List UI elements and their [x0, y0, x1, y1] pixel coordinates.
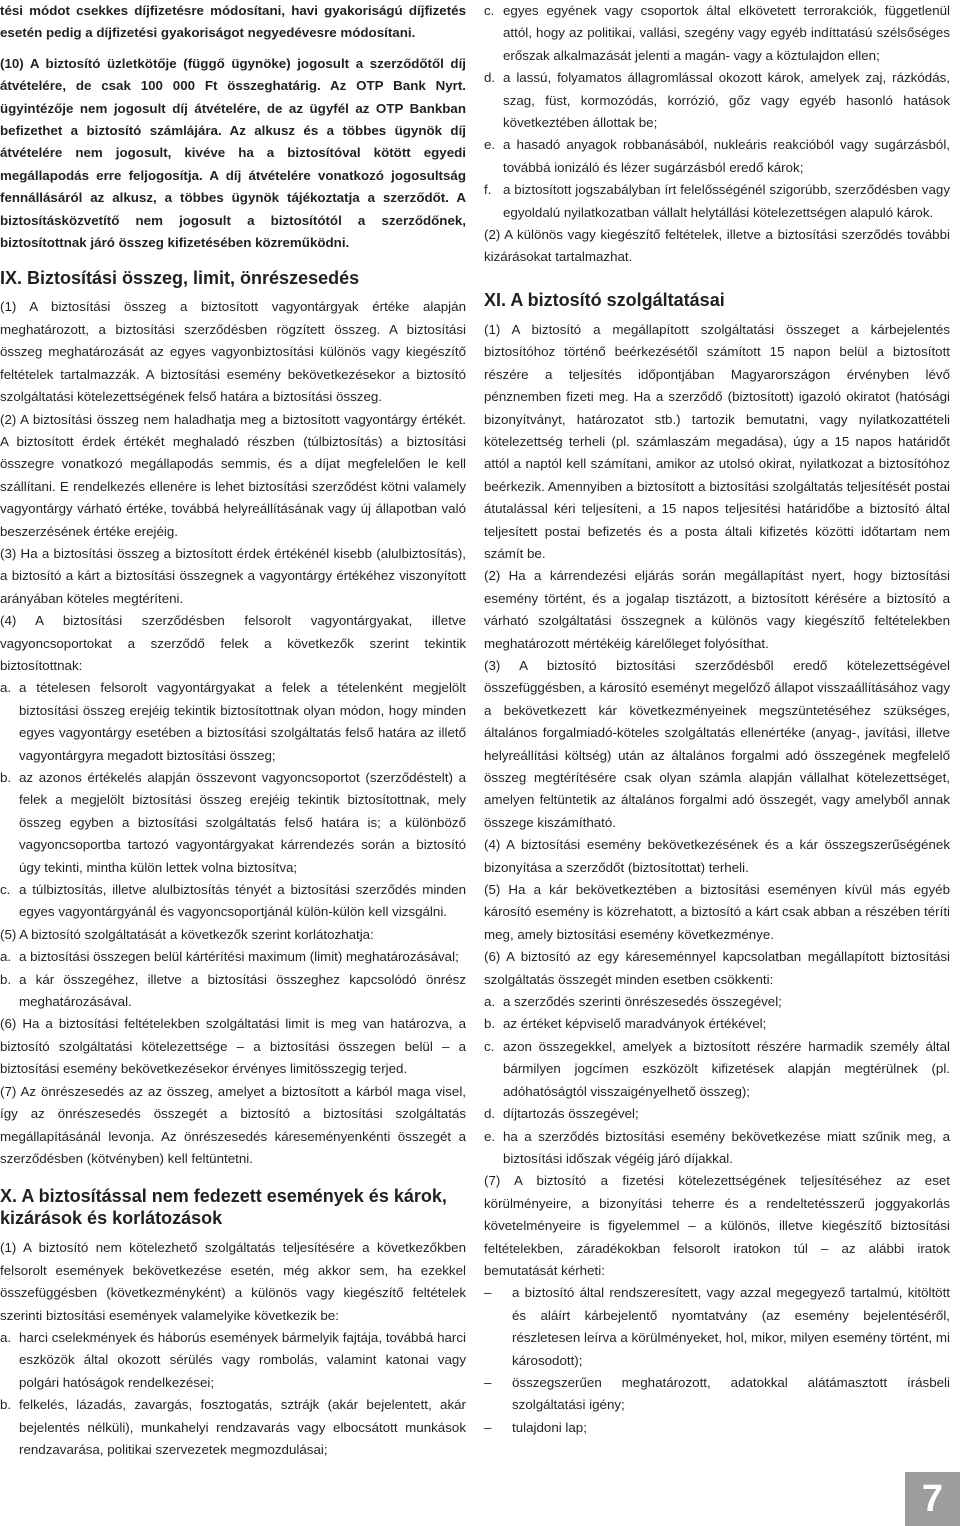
paragraph: (1) A biztosító a megállapított szolgáltatási összeget a kárbejelentés biztosítóhoz történő beérkezésétől számított 15 napon belül a biztosított részére a teljesítés időpontjában Magyarországon érvényben lévő pénznemben fizeti meg. Ha a szerződő (biztosított) igazoló okiratot (hatósági bizonyítványt, határozatot stb.) tartozik bemutatni, vagy nyilatkozattételi kötelezettség terheli (pl. számlaszám megadása), úgy a 15 napos határidőt attól a naptól kell számítani, amikor az utolsó okirat, nyilatkozat a biztosítóhoz beérkezik. Amennyiben a biztosított a biztosítási szolgáltatás teljesítését postai átutalással kéri teljesíteni, a 15 napos teljesítési határidőbe a biztosító által teljesített postai befizetés és a posta általi kifizetés közötti időtartam nem számít be.: [484, 321, 950, 561]
list-item: a. a szerződés szerinti önrészesedés összegével;: [484, 994, 782, 1010]
list-item: b. az értéket képviselő maradványok értékével;: [484, 1016, 767, 1032]
left-column: [0, 0, 466, 1461]
list-item: b. az azonos értékelés alapján összevont vagyoncsoportot (szerződéstelt) a felek a megjelölt biztosítási összeg erejéig tekintik biztosítottnak, mely összeg egyben a biztosítási szolgáltatás felső határa is; a különböző vagyoncsoportba tartozó vagyontárgyakat kárrendezés során a biztosító úgy tekinti, mintha külön lettek volna biztosítva;: [0, 770, 466, 875]
list-item: – tulajdoni lap;: [484, 1419, 587, 1435]
list-item: b. a kár összegéhez, illetve a biztosítási összeghez kapcsolódó önrész meghatározásával.: [0, 971, 466, 1010]
list-xi-6: [484, 991, 950, 1170]
list-xi-7: [484, 1282, 950, 1439]
list-ix-4: [0, 677, 466, 923]
paragraph: (7) Az önrészesedés az az összeg, amelyet a biztosított a kárból maga visel, így az önrészesedés összegét a biztosító a biztosítási szolgáltatás megállapításánál levonja. Az önrészesedés káreseményenkénti összegét a szerződésben (kötvényben) kell feltüntetni.: [0, 1083, 466, 1166]
paragraph: (5) Ha a kár bekövetkeztében a biztosítási eseményen kívül más egyéb károsító esemény is közrehatott, a biztosító a kárt csak abban a részében téríti meg, amely biztosítási esemény következménye.: [484, 882, 950, 942]
paragraph: (2) Ha a kárrendezési eljárás során megállapítást nyert, hogy biztosítási esemény történt, és a jogalap tisztázott, a biztosított kérésére a biztosító a várható szolgáltatási összegnek a különös vagy kiegészítő feltételekben meghatározott mértékéig kárelőleget folyósíthat.: [484, 568, 950, 651]
list-item: a. a tételesen felsorolt vagyontárgyakat a felek a tételenként megjelölt biztosítási összeg erejéig tekintik biztosítottnak olyan módon, hogy minden egyes vagyontárgy esetében a biztosítási szolgáltatás felső határa az illető vagyontárgyra megadott biztosítási összeg;: [0, 680, 466, 763]
list-item: a. harci cselekmények és háborús események bármelyik fajtája, továbbá harci eszközök által okozott sérülés vagy rombolás, valamint katonai vagy polgári hatóságok rendelkezései;: [0, 1329, 466, 1390]
list-item: c. a túlbiztosítás, illetve alulbiztosítás tényét a biztosítási szerződés minden egyes vagyontárgyánál és vagyoncsoportjánál külön-külön kell vizsgálni.: [0, 882, 466, 920]
paragraph: (10) A biztosító üzletkötője (függő ügynöke) jogosult a szerződőtől díj átvételére, de csak 100 000 Ft összeghatárig. Az OTP Bank Nyrt. ügyintézője nem jogosult díj átvételére, de az ügyfél az OTP Bankban befizethet a biztosító számlájára. Az alkusz és a többes ügynök díj átvételére nem jogosult, kivéve ha a biztosítóval kötött egyedi megállapodás erre feljogosítja. A díj átvételére vonatkozó jogosultság fennállásáról az alkusz, a többes ügynök tájékoztatja a szerződőt. A biztosításközvetítő nem jogosult a biztosítótól a szerződőnek, biztosítottnak járó összeg kifizetésében közreműködni.: [0, 55, 466, 251]
section-heading-xi: XI. A biztosító szolgáltatásai: [484, 289, 725, 310]
paragraph: (7) A biztosító a fizetési kötelezettségének teljesítéséhez az eset körülményeire, a bizonyítási teherre és a rendeltetésszerű joggyakorlás követelményeire is figyelemmel – a különös, illetve kiegészítő biztosítási feltételekben, záradékokban felsorolt iratokon túl – az alábbi iratok bemutatását kérheti:: [484, 1173, 950, 1278]
list-item: c. azon összegekkel, amelyek a biztosított részére harmadik személy által bármilyen jogcímen eszközölt kifizetések alapján megtérülnek (pl. adóhatóságtól visszaigényelhető összeg);: [484, 1038, 950, 1099]
section-heading-ix: IX. Biztosítási összeg, limit, önrészesedés: [0, 268, 360, 289]
list-item: e. ha a szerződés biztosítási esemény bekövetkezése miatt szűnik meg, a biztosítási időszak végéig járó díjakkal.: [484, 1128, 950, 1166]
paragraph: (3) Ha a biztosítási összeg a biztosított érdek értékénél kisebb (alulbiztosítás), a biztosító a kárt a biztosítási összegnek a vagyontárgy értékéhez viszonyított arányában köteles megtéríteni.: [0, 545, 466, 606]
paragraph: (2) A biztosítási összeg nem haladhatja meg a biztosított vagyontárgy értékét. A biztosított érdek értékét meghaladó részben (túlbiztosítás) a biztosítási összegre vonatkozó megállapodás semmis, és a díjat megfelelően le kell szállítani. E rendelkezés ellenére is lehet biztosítási szerződést kötni valamely vagyontárgy várható értéke, továbbá helyreállításának vagy új állapotban való beszerzésének értéke erejéig.: [0, 411, 466, 539]
paragraph: (5) A biztosító szolgáltatását a következők szerint korlátozhatja:: [0, 926, 374, 942]
list-item: f. a biztosított jogszabályban írt felelősségénél szigorúbb, szerződésben vagy egyoldalú nyilatkozatban vállalt helytállási kötelezettségen alapuló károk.: [484, 182, 950, 220]
paragraph: tési módot csekkes díjfizetésre módosítani, havi gyakoriságú díjfizetés esetén pedig a díjfizetési gyakoriságot negyedévesre módosítani.: [0, 3, 466, 41]
paragraph: (6) Ha a biztosítási feltételekben szolgáltatási limit is meg van határozva, a biztosító szolgáltatási kötelezettsége – a biztosítási összegen belül – a biztosítási esemény bekövetkezésekor érvényes limitösszegig terjed.: [0, 1016, 466, 1077]
list-item: – a biztosító által rendszeresített, vagy azzal megegyező tartalmú, kitöltött és aláírt kárbejelentő nyomtatvány (az esemény bejelentéséről, részletesen leírva a körülményeket, hol, mikor, milyen esemény történt, mi károsodott);: [484, 1285, 950, 1368]
section-heading-x: X. A biztosítással nem fedezett események és károk, kizárások és korlátozások: [0, 1186, 447, 1229]
paragraph: (4) A biztosítási esemény bekövetkezésének és a kár összegszerűségének bizonyítása a szerződőt (biztosítottat) terheli.: [484, 837, 950, 875]
page-number: 7: [905, 1472, 960, 1526]
list-item: a. a biztosítási összegen belül kártérítési maximum (limit) meghatározásával;: [0, 949, 459, 965]
list-item: b. felkelés, lázadás, zavargás, fosztogatás, sztrájk (akár bejelentett, akár bejelentés nélküli), munkahelyi rendzavarás vagy elbocsátott munkások rendzavarása, politikai szervezetek megmozdulásai;: [0, 1397, 466, 1457]
list-item: e. a hasadó anyagok robbanásából, nukleáris reakcióból vagy sugárzásból, továbbá ionizáló és lézer sugárzásból eredő károk;: [484, 137, 950, 175]
paragraph: (1) A biztosító nem kötelezhető szolgáltatás teljesítésére a következőkben felsorolt események bekövetkezése esetén, még akkor sem, ha ezekkel összefüggésben (következményként) a különös vagy kiegészítő feltételek szerinti biztosítási események valamelyike következik be:: [0, 1240, 466, 1323]
list-item: – összegszerűen meghatározott, adatokkal alátámasztott írásbeli szolgáltatási igény;: [484, 1374, 950, 1413]
paragraph: (1) A biztosítási összeg a biztosított vagyontárgyak értéke alapján meghatározott, a biztosítási szerződésben rögzített összeg. A biztosítási összeg meghatározását az egyes vagyonbiztosítási különös vagy kiegészítő feltételek tartalmazzák. A biztosítási esemény bekövetkezésekor a biztosító szolgáltatási kötelezettségének felső határa a biztosítási összeg.: [0, 299, 466, 405]
paragraph: (4) A biztosítási szerződésben felsorolt vagyontárgyakat, illetve vagyoncsoportokat a szerződő felek a következők szerint tekintik biztosítottnak:: [0, 613, 466, 673]
list-item: c. egyes egyének vagy csoportok által elkövetett terrorakciók, függetlenül attól, hogy az politikai, vallási, szegény vagy egyéb indíttatású szélsőséges erőszak alkalmazását jelenti a magán- vagy a köztulajdon ellen;: [484, 3, 950, 63]
right-column: [484, 0, 950, 1439]
list-ix-5: [0, 946, 466, 1013]
paragraph: (6) A biztosító az egy káreseménnyel kapcsolatban megállapított biztosítási szolgáltatás összegét minden esetben csökkenti:: [484, 949, 950, 987]
list-item: d. díjtartozás összegével;: [484, 1106, 639, 1122]
list-x-1: [0, 1327, 466, 1461]
list-x-continued: [484, 0, 950, 224]
paragraph: (2) A különös vagy kiegészítő feltételek, illetve a biztosítási szerződés további kizárásokat tartalmazhat.: [484, 227, 950, 265]
paragraph: (3) A biztosító biztosítási szerződésből eredő kötelezettségével összefüggésben, a károsító eseményt megelőző állapot visszaállításához vagy a bekövetkezett kár következményeinek megszüntetéséhez szükséges, általános forgalmiadó-köteles szolgáltatás ellenértéke (anyag-, javítási, illetve helyreállítási költség) után az általános forgalmi adó összegének megfelelő összeg megtérítésére csak olyan számla alapján vállalhat kötelezettséget, amelyen feltüntetik az általános forgalmi adó összegét, vagy amelyből annak összege kiszámítható.: [484, 657, 950, 830]
list-item: d. a lassú, folyamatos állagromlással okozott károk, amelyek zaj, rázkódás, szag, füst, kormozódás, korrózió, gőz vagy egyéb hasonló hatások következtében állottak be;: [484, 70, 950, 131]
